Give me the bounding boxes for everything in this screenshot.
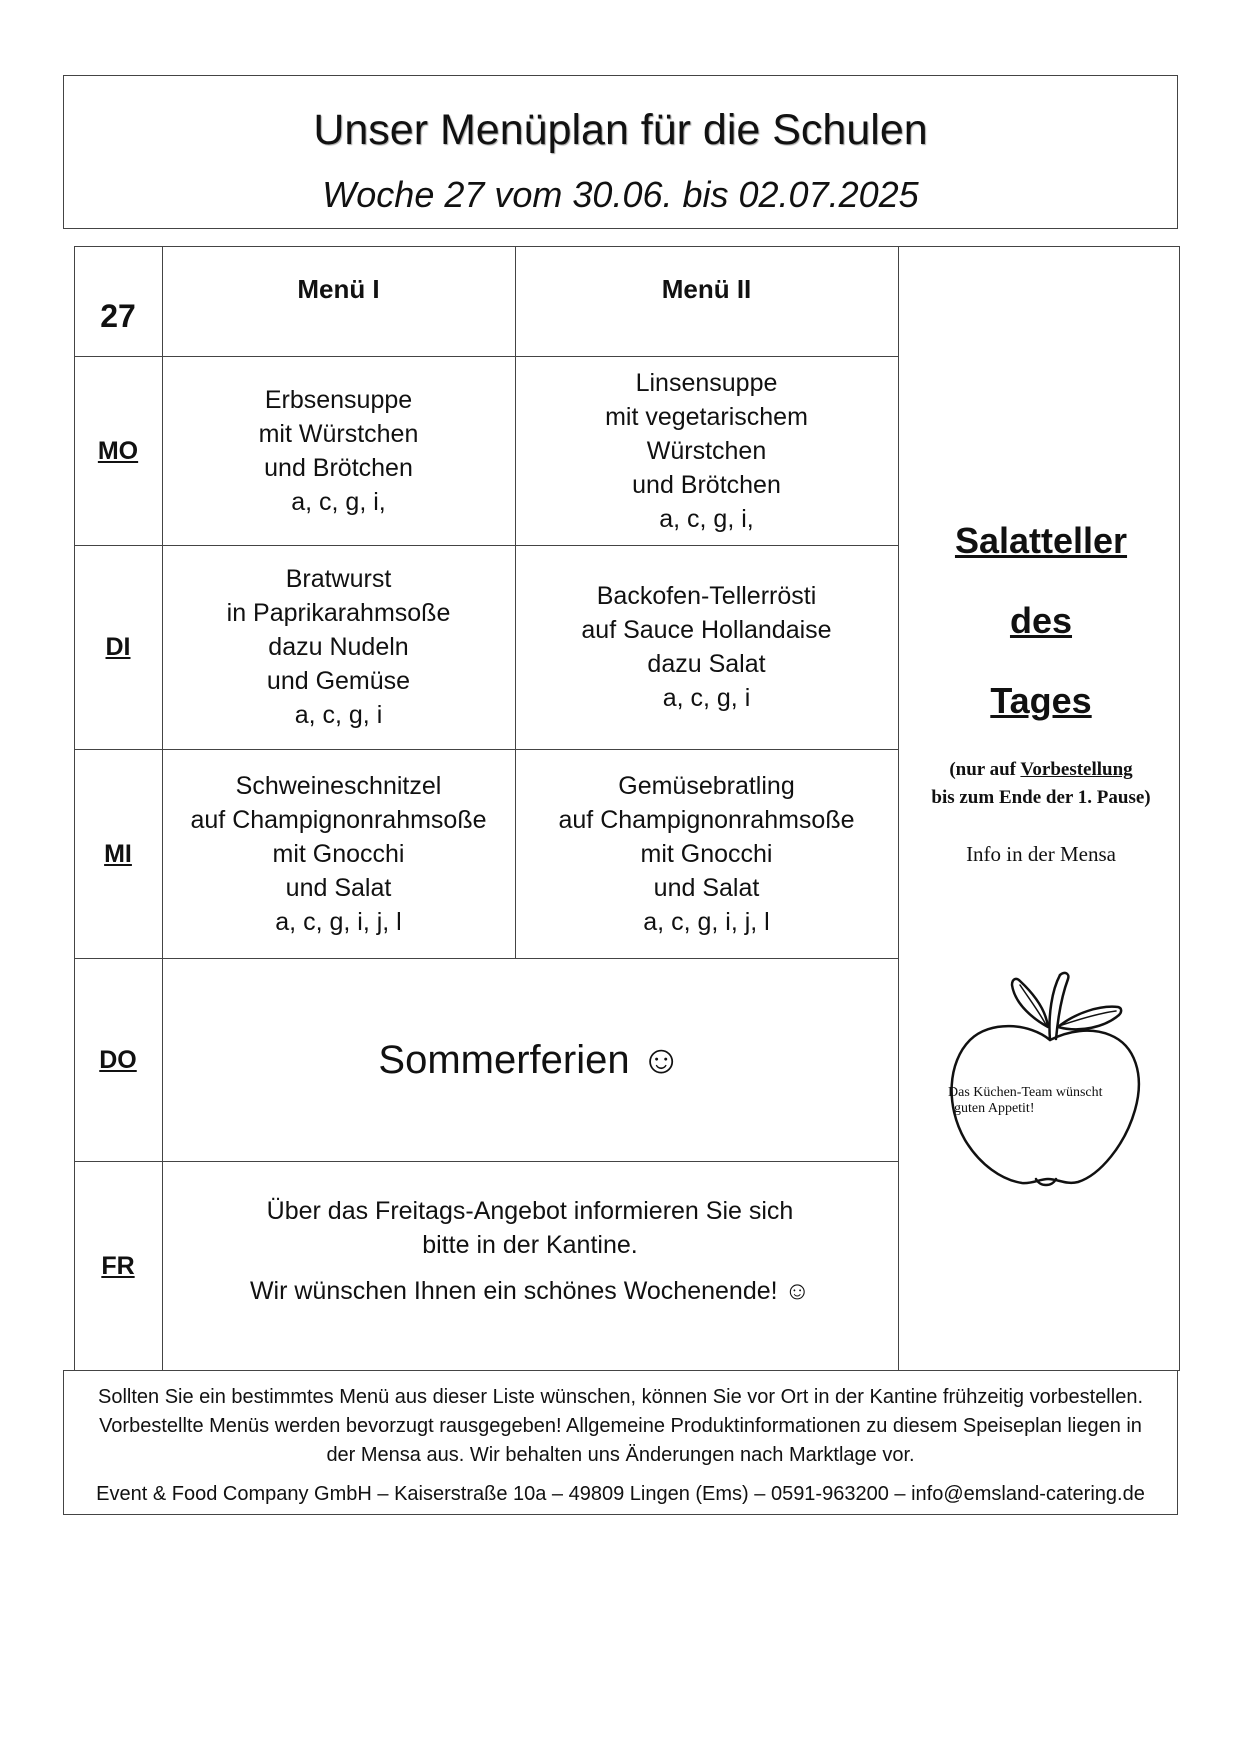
allergen-codes: a, c, g, i, xyxy=(291,487,386,516)
apple-icon xyxy=(940,965,1150,1200)
menu-line: mit Würstchen xyxy=(258,419,419,448)
menu-line: auf Champignonrahmsoße xyxy=(558,805,855,834)
menu-line: Gemüsebratling xyxy=(618,771,795,800)
divider-sidebar xyxy=(898,246,899,1371)
menu-line: und Salat xyxy=(653,873,760,902)
week-number: 27 xyxy=(100,298,136,334)
menu-line: in Paprikarahmsoße xyxy=(226,599,451,627)
mensa-info: Info in der Mensa xyxy=(966,842,1116,866)
footer-contact: Event & Food Company GmbH – Kaiserstraße 10a – 49809 Lingen (Ems) – 0591-963200 – info@emsland-catering.de xyxy=(96,1483,1145,1505)
menu-cell-mo-1 xyxy=(162,356,515,545)
day-label-di: DI xyxy=(105,633,131,661)
menu-line: und Brötchen xyxy=(264,453,413,482)
menu-line: Backofen-Tellerrösti xyxy=(596,582,817,610)
menu-cell-mo-2 xyxy=(515,356,898,545)
menu-line: dazu Nudeln xyxy=(268,633,409,661)
footer-notice: Sollten Sie ein bestimmtes Menü aus dieser Liste wünschen, können Sie vor Ort in der Kantine frühzeitig vorbestellen. Vorbestellte Menüs werden bevorzugt rausgegeben! Allgemeine Produktinformationen zu diesem Speiseplan liegen in der Mensa aus. Wir behalten uns Änderungen nach Marktlage vor. xyxy=(98,1386,1143,1466)
preorder-note xyxy=(902,756,1180,812)
column-header-menu2: Menü II xyxy=(661,274,752,304)
menu-line: und Gemüse xyxy=(266,667,411,695)
column-header-menu1: Menü I xyxy=(297,274,380,304)
day-label-do: DO xyxy=(99,1045,137,1074)
menu-line: Bratwurst xyxy=(285,565,392,593)
friday-line: Wir wünschen Ihnen ein schönes Wochenende! ☺ xyxy=(249,1277,811,1305)
menu-cell-di-1 xyxy=(162,545,515,749)
day-label-fr: FR xyxy=(101,1252,135,1280)
menu-cell-di-2 xyxy=(515,545,898,749)
menu-line: Würstchen xyxy=(646,436,767,465)
menu-line: mit vegetarischem xyxy=(605,402,808,431)
salad-title-word3: Tages xyxy=(990,680,1092,721)
allergen-codes: a, c, g, i, j, l xyxy=(275,907,402,936)
menu-line: Linsensuppe xyxy=(635,368,778,397)
allergen-codes: a, c, g, i, xyxy=(659,504,754,533)
apple-message xyxy=(948,1085,1148,1117)
apple-message-line1: Das Küchen-Team wünscht xyxy=(948,1085,1103,1100)
preorder-note-line2: bis zum Ende der 1. Pause) xyxy=(931,787,1151,808)
preorder-note-keyword: Vorbestellung xyxy=(1020,759,1133,780)
menu-line: auf Champignonrahmsoße xyxy=(190,805,487,834)
holiday-notice: Sommerferien ☺ xyxy=(378,1037,682,1082)
friday-notice xyxy=(162,1161,898,1371)
header-box xyxy=(63,75,1178,229)
menu-line: und Brötchen xyxy=(632,470,781,499)
menu-line: auf Sauce Hollandaise xyxy=(581,616,832,644)
preorder-note-prefix: (nur auf xyxy=(949,759,1021,780)
day-label-mo: MO xyxy=(97,436,139,465)
menu-line: und Salat xyxy=(285,873,392,902)
apple-message-line2: guten Appetit! xyxy=(954,1101,1035,1116)
menu-line: dazu Salat xyxy=(647,650,766,678)
salad-title-word2: des xyxy=(1009,600,1073,641)
menu-cell-mi-2 xyxy=(515,749,898,958)
menu-line: Erbsensuppe xyxy=(264,385,413,414)
menu-line: mit Gnocchi xyxy=(640,839,773,868)
friday-line: Über das Freitags-Angebot informieren Sie sich xyxy=(266,1197,794,1225)
menu-cell-mi-1 xyxy=(162,749,515,958)
allergen-codes: a, c, g, i, j, l xyxy=(643,907,770,936)
menu-line: Schweineschnitzel xyxy=(235,771,442,800)
page-title: Unser Menüplan für die Schulen xyxy=(313,106,928,154)
allergen-codes: a, c, g, i xyxy=(662,684,751,712)
footer-box xyxy=(63,1370,1178,1515)
week-subtitle: Woche 27 vom 30.06. bis 02.07.2025 xyxy=(322,174,919,215)
friday-line: bitte in der Kantine. xyxy=(422,1231,638,1259)
allergen-codes: a, c, g, i xyxy=(294,701,383,729)
menu-line: mit Gnocchi xyxy=(272,839,405,868)
salad-title-word1: Salatteller xyxy=(954,520,1128,561)
day-label-mi: MI xyxy=(104,839,132,868)
